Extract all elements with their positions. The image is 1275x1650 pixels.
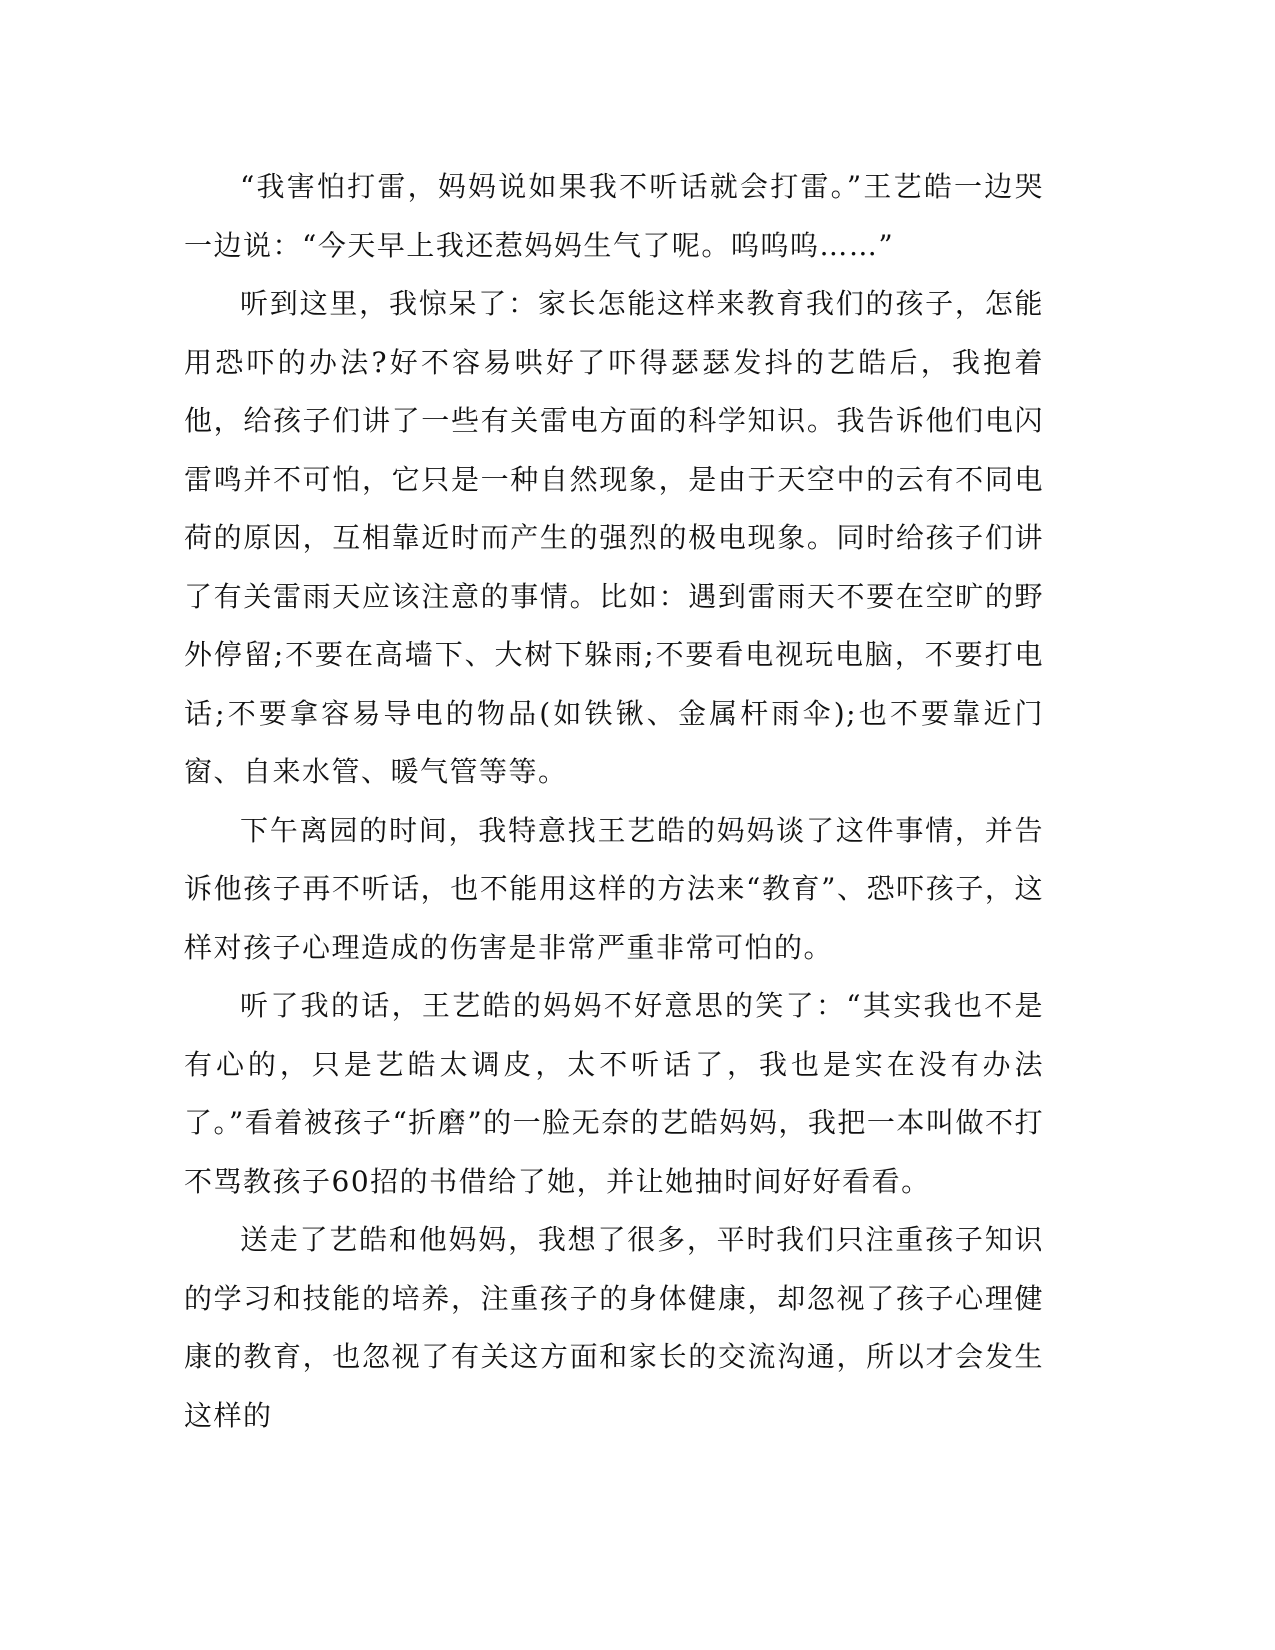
- document-body: [184, 158, 1044, 1445]
- paragraph-3: 下午离园的时间，我特意找王艺皓的妈妈谈了这件事情，并告诉他孩子再不听话，也不能用这样的方法来“教育”、恐吓孩子，这样对孩子心理造成的伤害是非常严重非常可怕的。: [184, 813, 1044, 964]
- paragraph-2: 听到这里，我惊呆了：家长怎能这样来教育我们的孩子，怎能用恐吓的办法?好不容易哄好了吓得瑟瑟发抖的艺皓后，我抱着他，给孩子们讲了一些有关雷电方面的科学知识。我告诉他们电闪雷鸣并不可怕，它只是一种自然现象，是由于天空中的云有不同电荷的原因，互相靠近时而产生的强烈的极电现象。同时给孩子们讲了有关雷雨天应该注意的事情。比如：遇到雷雨天不要在空旷的野外停留;不要在高墙下、大树下躲雨;不要看电视玩电脑，不要打电话;不要拿容易导电的物品(如铁锹、金属杆雨伞);也不要靠近门窗、自来水管、暖气管等等。: [184, 287, 1044, 788]
- paragraph-4: 听了我的话，王艺皓的妈妈不好意思的笑了：“其实我也不是有心的，只是艺皓太调皮，太不听话了，我也是实在没有办法了。”看着被孩子“折磨”的一脸无奈的艺皓妈妈，我把一本叫做不打不骂教孩子60招的书借给了她，并让她抽时间好好看看。: [184, 989, 1044, 1198]
- paragraph-1: “我害怕打雷，妈妈说如果我不听话就会打雷。”王艺皓一边哭一边说：“今天早上我还惹妈妈生气了呢。呜呜呜……”: [184, 170, 1044, 262]
- paragraph-5: 送走了艺皓和他妈妈，我想了很多，平时我们只注重孩子知识的学习和技能的培养，注重孩子的身体健康，却忽视了孩子心理健康的教育，也忽视了有关这方面和家长的交流沟通，所以才会发生这样的: [184, 1223, 1044, 1432]
